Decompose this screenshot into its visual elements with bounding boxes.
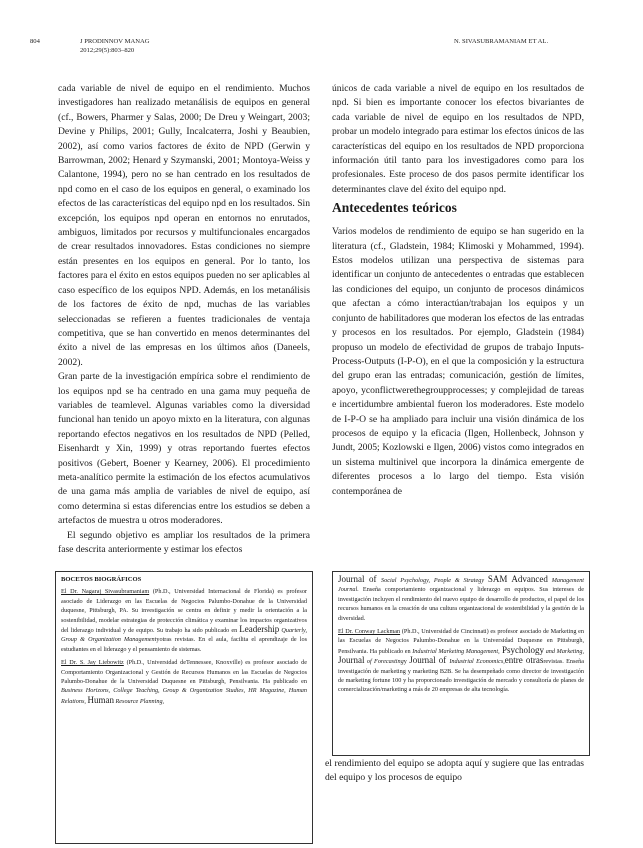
bio-journal: Journal — [338, 574, 365, 584]
right-paragraph-3: el rendimiento del equipo se adopta aquí y sugiere que las entradas del equipo y los procesos de equipo — [325, 758, 584, 784]
journal-name: J PRODINNOV MANAG — [80, 38, 150, 45]
bio-liebowitz-cont — [338, 575, 584, 623]
bio-text: (Ph.D., Universidad deTennessee, Knoxville) es profesor asociado de Comportamiento Organizacional y Gestión de Recursos Humanos en las Escuelas de Negocios Palumbo-Donahue de la Universidad Duquesne en Pittsburgh, Pensilvania. Ha publicado en — [61, 659, 307, 686]
journal-issue: 2012;29(5):803–820 — [80, 47, 135, 54]
left-column — [58, 82, 310, 557]
right-paragraph-1: únicos de cada variable a nivel de equipo en los resultados de npd. Si bien es importante conocer los efectos bivariantes de cada variable de nivel de equipo en los resultados de NPD, probar un modelo integrado para estimar los efectos únicos de las características del equipo en los resultados de NPD proporciona información útil tanto para los investigadores como para los profesionales. Este proceso de dos pasos permite identificar los determinantes clave del éxito del equipo npd. — [332, 83, 584, 195]
page-number: 804 — [30, 38, 40, 45]
bio-text: revistas. Enseña investigación de marketing y marketing B2B. Se ha desempeñado como director de investigación de marketing fortune 100 y ha proporcionado investigación de mercado y consultoría de planes de comercialización/marketing a más de 20 empresas de alta tecnología. — [338, 658, 585, 694]
bio-journal: Journal — [338, 655, 365, 666]
bio-journal: Industrial Economics, — [449, 658, 505, 666]
bio-text: (Ph.D., Universidad de Cincinnati) es profesor asociado de Marketing en las Escuelas de Negocios Palumbo-Donahue en la Universidad Duquesne en Pittsburgh, Pensilvania. Ha publicado en — [338, 628, 585, 655]
bio-journal: of Forecasting — [364, 658, 404, 666]
bio-liebowitz — [61, 658, 307, 706]
bio-text: (Ph.D., Universidad Internacional de Florida) es profesor asociado de Liderazgo en las Escuelas de Negocios Palumbo-Donahue de la Universidad duquesne, Pittsburgh, PA. Su investigación se centra en definir y medir la orientación a la sostenibilidad, modelar estrategias de protección climática y examinar los impactos organizativos del liderazgo individual y de equipo. Su trabajo ha sido publicado en — [61, 588, 307, 635]
bio-journal: Journal — [409, 655, 436, 666]
left-paragraph-2: Gran parte de la investigación empírica sobre el rendimiento de los equipos npd se ha centrado en una gama muy pequeña de variables de teamlevel. Algunas variables como la diversidad funcional han tenido un apoyo mixto en la literatura, con algunas reportando efectos negativos en los resultados de NPD (Pelled, Eisenhardt y Xin, 1999) y otras reportando fuertes efectos positivos (Gebert, Boener y Kearney, 2006). El procedimiento meta-analítico permite la estimación de los efectos acumulativos de una gama más amplia de variables de nivel de equipo, así como determina si estas diferencias entre los estudios se deben a artefactos de muestra u otros moderadores. — [58, 371, 310, 527]
bio-name: El Dr. S. Jay Liebowitz — [61, 659, 124, 667]
bio-journal: SAM Advanced — [487, 574, 548, 584]
biographical-sketches-left — [55, 571, 313, 844]
bio-journal: Quarterly, Group & Organization Management — [61, 627, 307, 644]
right-column — [332, 82, 584, 499]
bio-journal: and Marketing, — [544, 647, 584, 655]
bio-lackman — [338, 627, 584, 695]
running-authors: N. SIVASUBRAMANIAM ET AL. — [454, 38, 549, 45]
bio-text: y — [403, 658, 407, 666]
bio-journal: Human — [87, 694, 114, 705]
biographical-sketches-right — [332, 571, 590, 756]
bio-journal: Social Psychology, People & Strategy — [381, 577, 485, 584]
bio-name: El Dr. Conway Lackman — [338, 628, 401, 636]
bio-journal: Industrial Marketing Management, — [412, 647, 500, 655]
bio-text: Enseña comportamiento organizacional y liderazgo en equipos. Sus intereses de investigación incluyen el rendimiento del nuevo equipo de desarrollo de productos, el papel de los recursos humanos en la creación de una cultura organizacional de sostenibilidad y la gestión de la diversidad. — [338, 586, 584, 622]
bio-text: entre otras — [504, 655, 544, 666]
bio-journal: of — [364, 574, 382, 584]
bio-journal: Business Horizons, College Teaching, Group & Organization Studies, HR Magazine, Human Relations, — [61, 687, 307, 705]
bio-journal: Resource Planning, — [113, 697, 165, 705]
bio-name: El Dr. Nagaraj Sivasubramaniam — [61, 588, 150, 596]
right-paragraph-2: Varios modelos de rendimiento de equipo se han sugerido en la literatura (cf., Gladstein, 1984; Klimoski y Mohammed, 1994). Estos modelos utilizan una perspectiva de sistemas para identificar un conjunto de antecedentes o entradas que establecen las condiciones del equipo, un conjunto de procesos dinámicos que afectan a cómo interactúan/trabajan los equipos y un conjunto de habilitadores que moderan los efectos de las entradas y procesos en los resultados. Por ejemplo, Gladstein (1984) propuso un modelo de efectividad de grupos de trabajo Inputs-Process-Outputs (I-P-O), en el que la composición y la estructura del grupo eran las entradas; comunicación, gestión de límites, apoyo, yconflictwerethegroupprocesses; y complejidad de tareas e incertidumbre ambiental fueron los moderadores. Este modelo de I-P-O se ha ampliado para incluir una visión dinámica de los procesos de equipo y la eficacia (Ilgen, Hollenbeck, Johnson y Jundt, 2005; Kozlowski e Ilgen, 2006) vistos como integrados en un sistema multinivel que incorpora la dinámica emergente de diferentes procesos a lo largo del tiempo. Esta visión contemporánea de — [332, 226, 584, 497]
section-heading: Antecedentes teóricos — [332, 200, 457, 216]
bio-title: BOCETOS BIOGRÁFICOS — [61, 576, 142, 583]
bio-sivasubramaniam — [61, 587, 307, 654]
bio-journal: Psychology — [499, 644, 545, 655]
bio-journal: of — [435, 655, 450, 666]
bio-journal: Leadership — [239, 624, 280, 635]
left-paragraph-1: cada variable de nivel de equipo en el rendimiento. Muchos investigadores han realizado metanálisis de equipos en general (cf., Bowers, Pharmer y Salas, 2000; De Dreu y Weingart, 2003; Devine y Philips, 2001; Gully, Incalcaterra, Joshi y Beaubien, 2002), así como varios factores de éxito de NPD (Gerwin y Barrowman, 2002; Henard y Szymanski, 2001; Montoya-Weiss y Calantone, 1994), pero no se han centrado en los resultados de npd como en el caso de los equipos en general, o examinado los efectos de las características del equipo npd en los resultados. Sin excepción, los equipos npd operan en entornos no enrutados, ambiguos, limitados por recursos y multifuncionales encargados de crear resultados innovadores. Estas condiciones no siempre están presentes en los equipos en general. Por lo tanto, los factores para el éxito en estos equipos pueden no ser aplicables al caso específico de los equipos NPD. Además, en los metanálisis de los factores de éxito de npd, muchas de las variables seleccionadas se refieren a fuentes tradicionales de ventaja competitiva, que se han convertido en menos determinantes del éxito a nivel de las empresas en los últimos años (Daneels, 2002). — [58, 83, 310, 368]
bio-journal: Management Journal. — [338, 577, 585, 594]
right-column-continued — [325, 757, 584, 786]
bio-text: yotras revistas. En el aula, facilita el aprendizaje de los estudiantes en el liderazgo y el pensamiento de sistemas. — [61, 636, 307, 653]
left-paragraph-3: El segundo objetivo es ampliar los resultados de la primera fase descrita anteriormente y estimar los efectos — [58, 529, 310, 555]
